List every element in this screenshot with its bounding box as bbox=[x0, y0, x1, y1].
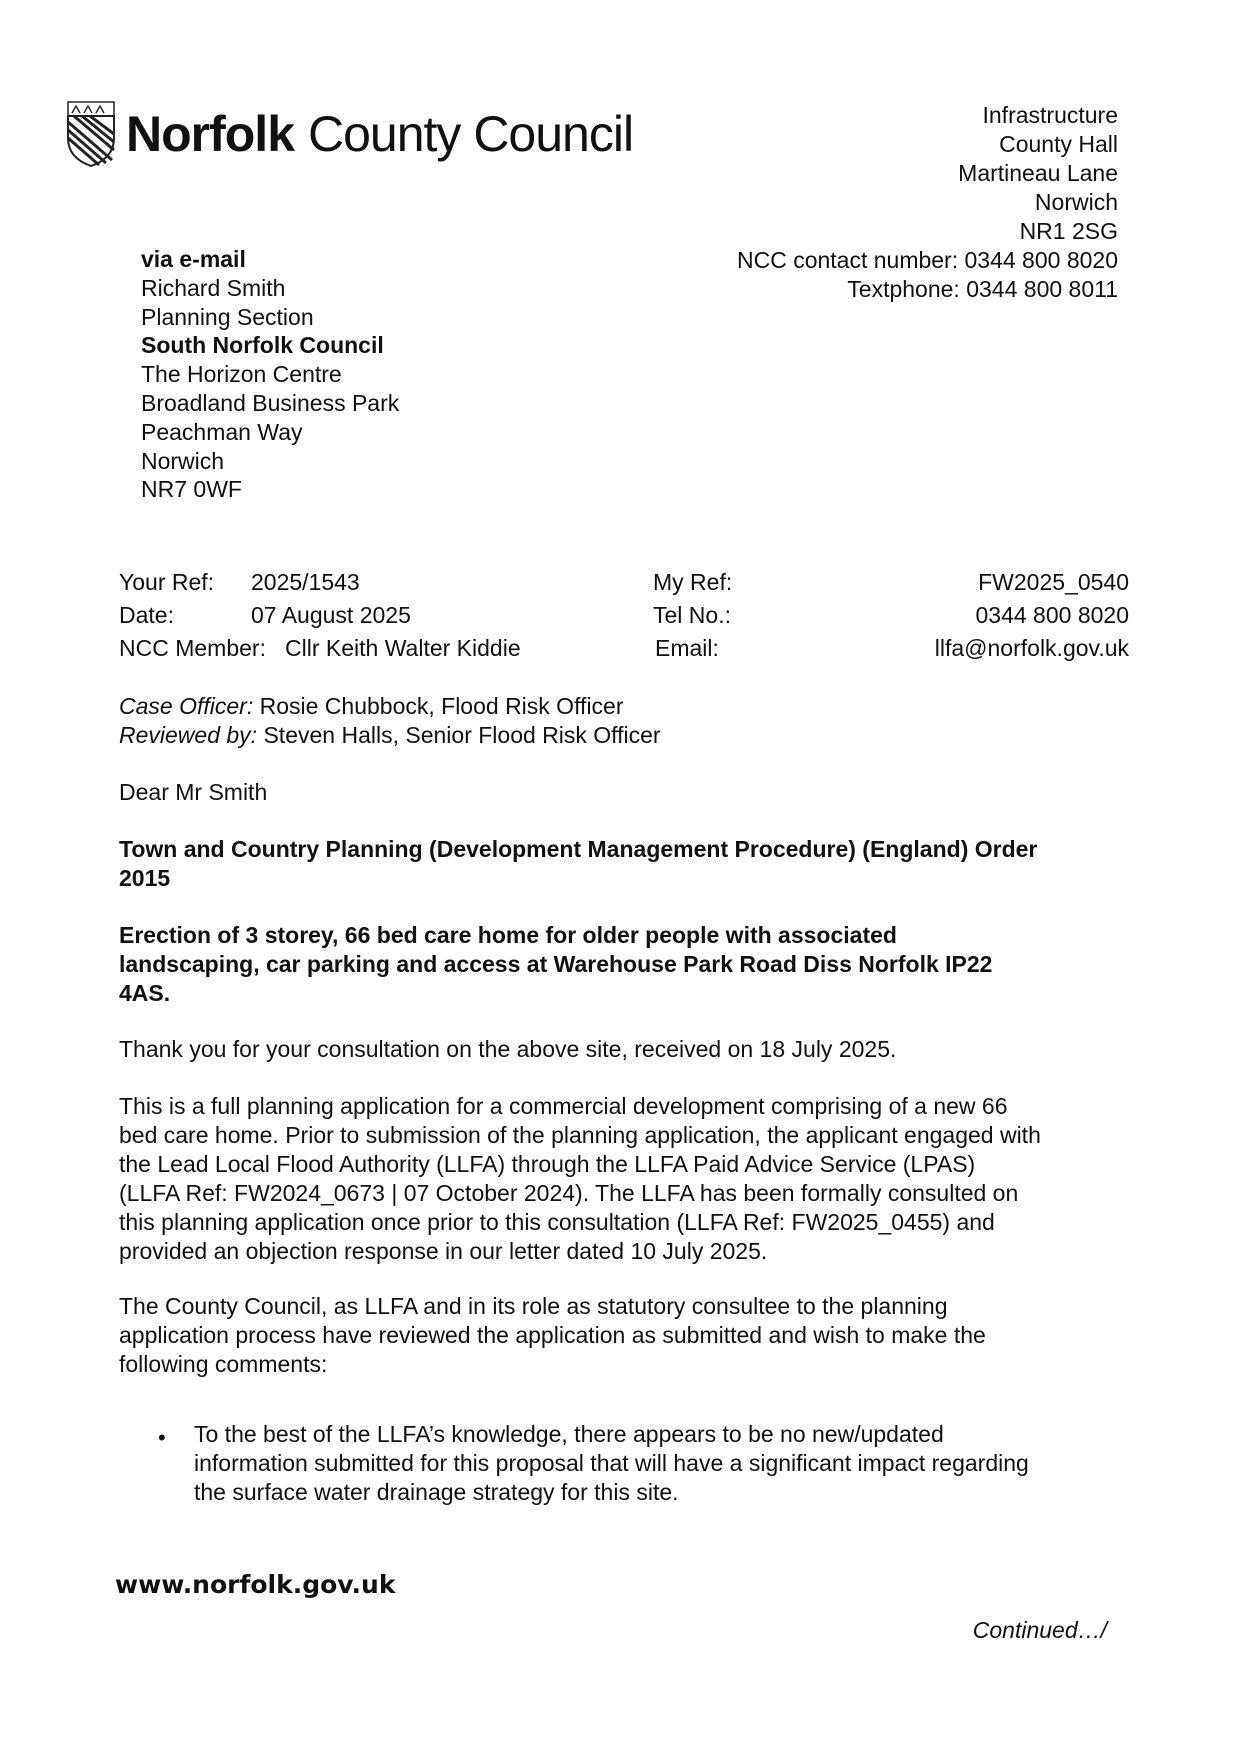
recipient-address-line: The Horizon Centre bbox=[141, 361, 342, 388]
member-value: Cllr Keith Walter Kiddie bbox=[285, 635, 521, 661]
sender-contact-number: NCC contact number: 0344 800 8020 bbox=[736, 247, 1118, 273]
recipient-address-line: Broadland Business Park bbox=[141, 389, 400, 416]
recipient-section: Planning Section bbox=[141, 303, 314, 330]
email-label: Email: bbox=[655, 635, 719, 661]
date-value: 07 August 2025 bbox=[251, 602, 411, 628]
paragraph-line: The County Council, as LLFA and in its role as statutory consultee to the planning bbox=[119, 1293, 948, 1319]
case-officer-label: Case Officer: bbox=[119, 693, 254, 719]
paragraph-review bbox=[119, 1292, 1139, 1379]
member-label: NCC Member: bbox=[119, 635, 266, 661]
heading-line: 4AS. bbox=[119, 980, 171, 1006]
continued-note: Continued…/ bbox=[972, 1617, 1107, 1643]
proposal-heading bbox=[119, 921, 1139, 1008]
sender-textphone: Textphone: 0344 800 8011 bbox=[847, 276, 1118, 302]
paragraph-line: (LLFA Ref: FW2024_0673 | 07 October 2024). The LLFA has been formally consulted on bbox=[119, 1180, 1019, 1206]
bullet-item bbox=[194, 1420, 1134, 1507]
paragraph-line: following comments: bbox=[119, 1351, 328, 1377]
logo-name-bold: Norfolk bbox=[126, 106, 294, 162]
recipient-address bbox=[141, 245, 399, 504]
order-heading bbox=[119, 835, 1139, 893]
recipient-address-line: Peachman Way bbox=[141, 418, 303, 445]
paragraph-application bbox=[119, 1092, 1139, 1266]
reviewed-by-value: Steven Halls, Senior Flood Risk Officer bbox=[263, 722, 661, 748]
case-officer-line bbox=[119, 692, 1139, 721]
officer-block bbox=[119, 692, 1139, 750]
bullet-line: the surface water drainage strategy for this site. bbox=[194, 1479, 679, 1505]
norfolk-crest-icon bbox=[66, 100, 116, 168]
ref-row-your-ref bbox=[119, 566, 1129, 599]
case-officer-value: Rosie Chubbock, Flood Risk Officer bbox=[259, 693, 624, 719]
ref-row-date bbox=[119, 599, 1129, 632]
paragraph-line: Thank you for your consultation on the above site, received on 18 July 2025. bbox=[119, 1036, 897, 1062]
sender-line: Norwich bbox=[1034, 189, 1118, 215]
sender-line: Martineau Lane bbox=[958, 160, 1118, 186]
bullet-icon: • bbox=[158, 1425, 166, 1450]
date-label: Date: bbox=[119, 602, 174, 628]
tel-label: Tel No.: bbox=[653, 602, 731, 628]
tel-value: 0344 800 8020 bbox=[975, 602, 1129, 628]
heading-line: Erection of 3 storey, 66 bed care home for older people with associated bbox=[119, 922, 897, 948]
my-ref-value: FW2025_0540 bbox=[978, 569, 1129, 595]
paragraph-line: This is a full planning application for a commercial development comprising of a new 66 bbox=[119, 1093, 1008, 1119]
reviewed-by-label: Reviewed by: bbox=[119, 722, 258, 748]
paragraph-consultation bbox=[119, 1035, 1139, 1064]
paragraph-line: application process have reviewed the application as submitted and wish to make the bbox=[119, 1322, 986, 1348]
sender-line: County Hall bbox=[999, 131, 1118, 157]
reviewed-by-line bbox=[119, 721, 1139, 750]
logo-name-light: County Council bbox=[308, 106, 634, 162]
website-link[interactable]: www.norfolk.gov.uk bbox=[115, 1570, 396, 1599]
recipient-postcode: NR7 0WF bbox=[141, 476, 242, 503]
paragraph-line: provided an objection response in our letter dated 10 July 2025. bbox=[119, 1238, 768, 1264]
heading-line: landscaping, car parking and access at Warehouse Park Road Diss Norfolk IP22 bbox=[119, 951, 993, 977]
ref-row-member bbox=[119, 632, 1129, 665]
recipient-name: Richard Smith bbox=[141, 274, 286, 301]
delivery-method: via e-mail bbox=[141, 246, 246, 272]
sender-line: Infrastructure bbox=[982, 102, 1118, 128]
paragraph-line: the Lead Local Flood Authority (LLFA) through the LLFA Paid Advice Service (LPAS) bbox=[119, 1151, 976, 1177]
recipient-council: South Norfolk Council bbox=[141, 332, 384, 359]
your-ref-label: Your Ref: bbox=[119, 569, 215, 595]
council-logo bbox=[66, 98, 633, 170]
heading-line: 2015 bbox=[119, 865, 171, 891]
your-ref-value: 2025/1543 bbox=[251, 569, 360, 595]
bullet-line: information submitted for this proposal that will have a significant impact regarding bbox=[194, 1450, 1029, 1476]
salutation-text: Dear Mr Smith bbox=[119, 779, 268, 805]
paragraph-line: bed care home. Prior to submission of the planning application, the applicant engaged with bbox=[119, 1122, 1041, 1148]
bullet-line: To the best of the LLFA’s knowledge, there appears to be no new/updated bbox=[194, 1421, 944, 1447]
sender-line: NR1 2SG bbox=[1019, 218, 1118, 244]
email-value: llfa@norfolk.gov.uk bbox=[934, 635, 1129, 661]
recipient-address-line: Norwich bbox=[141, 447, 225, 474]
logo-wordmark bbox=[126, 104, 633, 164]
my-ref-label: My Ref: bbox=[653, 569, 733, 595]
sender-address bbox=[737, 101, 1118, 304]
salutation bbox=[119, 778, 1139, 807]
heading-line: Town and Country Planning (Development Management Procedure) (England) Order bbox=[119, 836, 1038, 862]
paragraph-line: this planning application once prior to this consultation (LLFA Ref: FW2025_0455) and bbox=[119, 1209, 995, 1235]
